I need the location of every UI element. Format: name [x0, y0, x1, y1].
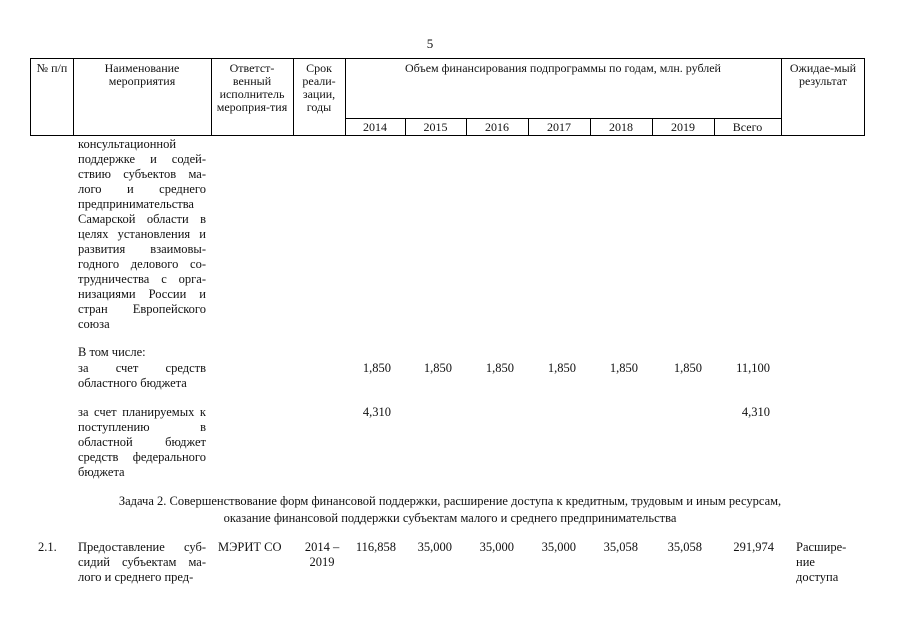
header-funding: Объем финансирования подпрограммы по годам, млн. рублей: [405, 61, 721, 75]
header-period: Срок реали-зации, годы: [302, 61, 336, 114]
regional-2017: 1,850: [547, 361, 576, 375]
row-2-1-2015: 35,000: [417, 540, 452, 554]
year-2014: 2014: [363, 120, 387, 134]
year-2017: 2017: [547, 120, 571, 134]
header-responsible: Ответст-венный исполнитель мероприя-тия: [216, 61, 288, 114]
task-2-heading: Задача 2. Совершенствование форм финансовой поддержки, расширение доступа к кредитным, трудовым и иным ресурсам, оказание финансовой поддержки субъектам малого и среднего предпринимательства: [118, 494, 782, 525]
row-2-1-2018: 35,058: [603, 540, 638, 554]
regional-2015: 1,850: [423, 361, 452, 375]
row-2-1-2016: 35,000: [479, 540, 514, 554]
header-num: № п/п: [36, 61, 68, 75]
year-2019: 2019: [671, 120, 695, 134]
year-total: Всего: [732, 120, 763, 134]
row-2-1-name: Предоставление суб-сидий субъектам ма-лого и среднего пред-: [78, 540, 206, 584]
federal-2014: 4,310: [362, 405, 391, 419]
year-2016: 2016: [485, 120, 509, 134]
row-2-1-2017: 35,000: [541, 540, 576, 554]
regional-2016: 1,850: [485, 361, 514, 375]
row-2-1-result: Расшире-ние доступа: [796, 540, 847, 584]
year-2015: 2015: [423, 120, 448, 134]
year-2018: 2018: [609, 120, 633, 134]
header-result: Ожидае-мый результат: [789, 61, 857, 88]
regional-2019: 1,850: [673, 361, 702, 375]
page-number: 5: [426, 36, 434, 51]
row-2-1-num: 2.1.: [38, 540, 57, 554]
regional-2014: 1,850: [362, 361, 391, 375]
header-name: Наименование мероприятия: [104, 61, 180, 88]
continued-activity-text: консультационной поддержке и содей-ствию субъектов ма-лого и среднего предпринимательства Самарской области в целях установления и развития взаимовы-годного делового со-трудничества с орга-низациями России и стран Европейского союза: [78, 137, 206, 331]
federal-budget-label: за счет планируемых к поступлению в областной бюджет средств федерального бюджета: [78, 405, 206, 479]
regional-budget-label: за счет средств областного бюджета: [78, 361, 206, 390]
regional-total: 11,100: [736, 361, 770, 375]
row-2-1-period: 2014 – 2019: [304, 540, 340, 569]
regional-2018: 1,850: [609, 361, 638, 375]
federal-total: 4,310: [741, 405, 770, 419]
row-2-1-2019: 35,058: [667, 540, 702, 554]
row-2-1-total: 291,974: [733, 540, 774, 554]
row-2-1-2014: 116,858: [355, 540, 396, 554]
row-2-1-responsible: МЭРИТ СО: [218, 540, 282, 554]
including-label: В том числе:: [78, 345, 146, 359]
